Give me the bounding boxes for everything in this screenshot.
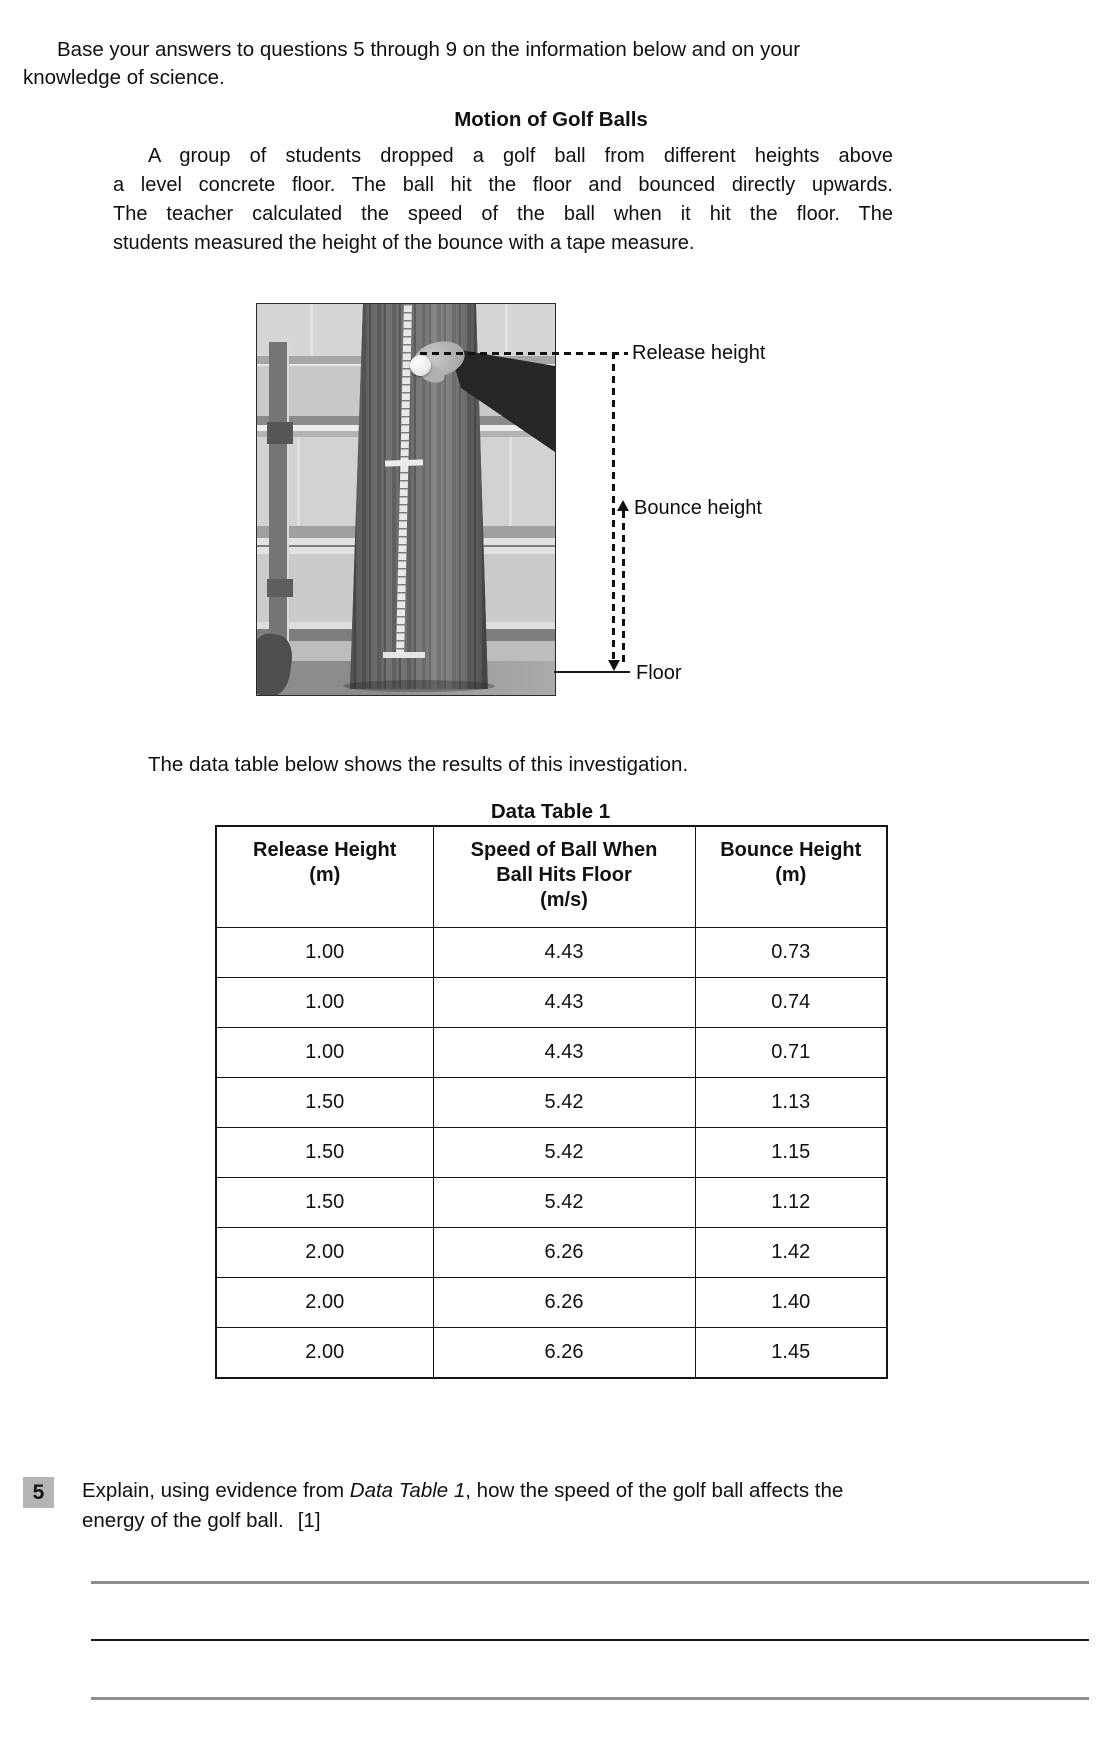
answer-line [91, 1697, 1089, 1700]
floor-label: Floor [636, 662, 682, 684]
table-cell: 1.00 [216, 978, 433, 1028]
table-cell: 0.74 [695, 978, 887, 1028]
header-row [216, 826, 887, 928]
table-cell: 0.71 [695, 1028, 887, 1078]
table-cell: 5.42 [433, 1078, 695, 1128]
table-cell: 4.43 [433, 978, 695, 1028]
door-panel-seam [509, 437, 512, 526]
table-cell: 1.13 [695, 1078, 887, 1128]
table-cell: 5.42 [433, 1128, 695, 1178]
question-text: energy of the golf ball. [82, 1509, 284, 1532]
column-header-line: (m) [309, 864, 341, 886]
passage-title: Motion of Golf Balls [454, 108, 648, 131]
table-cell: 5.42 [433, 1178, 695, 1228]
table-cell: 2.00 [216, 1328, 433, 1379]
preamble-line: Base your answers to questions 5 through 9 on the information below and on your [57, 38, 801, 61]
door-panel-seam [310, 304, 313, 356]
table-cell: 1.42 [695, 1228, 887, 1278]
bounce-arrow-up-icon [617, 500, 629, 511]
column-header-line: Release Height [253, 839, 397, 861]
table-cell: 4.43 [433, 1028, 695, 1078]
table-row [216, 978, 887, 1028]
table-row [216, 1178, 887, 1228]
table-row [216, 1078, 887, 1128]
table-intro: The data table below shows the results of this investigation. [148, 753, 689, 776]
question-point-marker: [1] [297, 1509, 321, 1532]
question-number-badge [23, 1477, 54, 1508]
table-cell: 6.26 [433, 1228, 695, 1278]
table-row [216, 1228, 887, 1278]
question-text-line [82, 1506, 321, 1535]
preamble-line: knowledge of science. [23, 66, 225, 89]
column-header-line: Bounce Height [720, 839, 862, 861]
column-header-line: Ball Hits Floor [496, 864, 632, 886]
table-cell: 2.00 [216, 1228, 433, 1278]
table-cell: 1.00 [216, 1028, 433, 1078]
table-row [216, 1278, 887, 1328]
table-cell: 1.50 [216, 1128, 433, 1178]
passage-line: students measured the height of the bounce with a tape measure. [113, 232, 695, 254]
data-table-title: Data Table 1 [490, 800, 611, 823]
question-text-italic: Data Table 1 [349, 1479, 466, 1502]
answer-line [91, 1581, 1089, 1584]
table-row [216, 1128, 887, 1178]
table-cell: 2.00 [216, 1278, 433, 1328]
column-header [433, 826, 695, 928]
plank-shadow [343, 680, 495, 692]
door-track [269, 342, 289, 662]
column-header [695, 826, 887, 928]
bounce-height-label: Bounce height [634, 497, 762, 519]
golf-ball [410, 355, 431, 376]
question-text: , how the speed of the golf ball affects the [465, 1479, 844, 1502]
column-header-line: Speed of Ball When [470, 839, 658, 861]
table-row [216, 1028, 887, 1078]
passage-line: a level concrete floor. The ball hit the floor and bounced directly upwards. [113, 174, 893, 196]
table-cell: 1.45 [695, 1328, 887, 1379]
table-cell: 4.43 [433, 928, 695, 978]
table-row [216, 1328, 887, 1379]
table-cell: 1.40 [695, 1278, 887, 1328]
table-cell: 1.00 [216, 928, 433, 978]
chalk-mark-bottom [383, 652, 425, 658]
release-drop-line [612, 352, 615, 662]
drop-arrow-down-icon [608, 660, 620, 671]
bounce-height-line [622, 511, 625, 664]
release-height-label: Release height [632, 342, 766, 364]
table-cell: 0.73 [695, 928, 887, 978]
question-text-line [82, 1476, 843, 1505]
table-cell: 1.15 [695, 1128, 887, 1178]
table-cell: 1.50 [216, 1178, 433, 1228]
door-panel-seam [297, 437, 300, 526]
column-header-line: (m/s) [540, 889, 588, 911]
answer-line [91, 1639, 1089, 1641]
door-panel-seam [505, 304, 508, 356]
floor-line [554, 671, 630, 673]
column-header-line: (m) [775, 864, 807, 886]
data-table [215, 825, 888, 1379]
table-cell: 6.26 [433, 1328, 695, 1379]
column-header [216, 826, 433, 928]
table-row [216, 928, 887, 978]
question-number: 5 [32, 1481, 45, 1504]
table-cell: 6.26 [433, 1278, 695, 1328]
release-height-line [420, 352, 628, 355]
table-cell: 1.50 [216, 1078, 433, 1128]
track-bracket [267, 579, 293, 597]
question-text: Explain, using evidence from [82, 1479, 350, 1502]
track-bracket [267, 422, 293, 444]
passage-line: A group of students dropped a golf ball from different heights above [148, 145, 893, 167]
experiment-photo [256, 303, 556, 696]
passage-line: The teacher calculated the speed of the ball when it hit the floor. The [113, 203, 893, 225]
table-cell: 1.12 [695, 1178, 887, 1228]
